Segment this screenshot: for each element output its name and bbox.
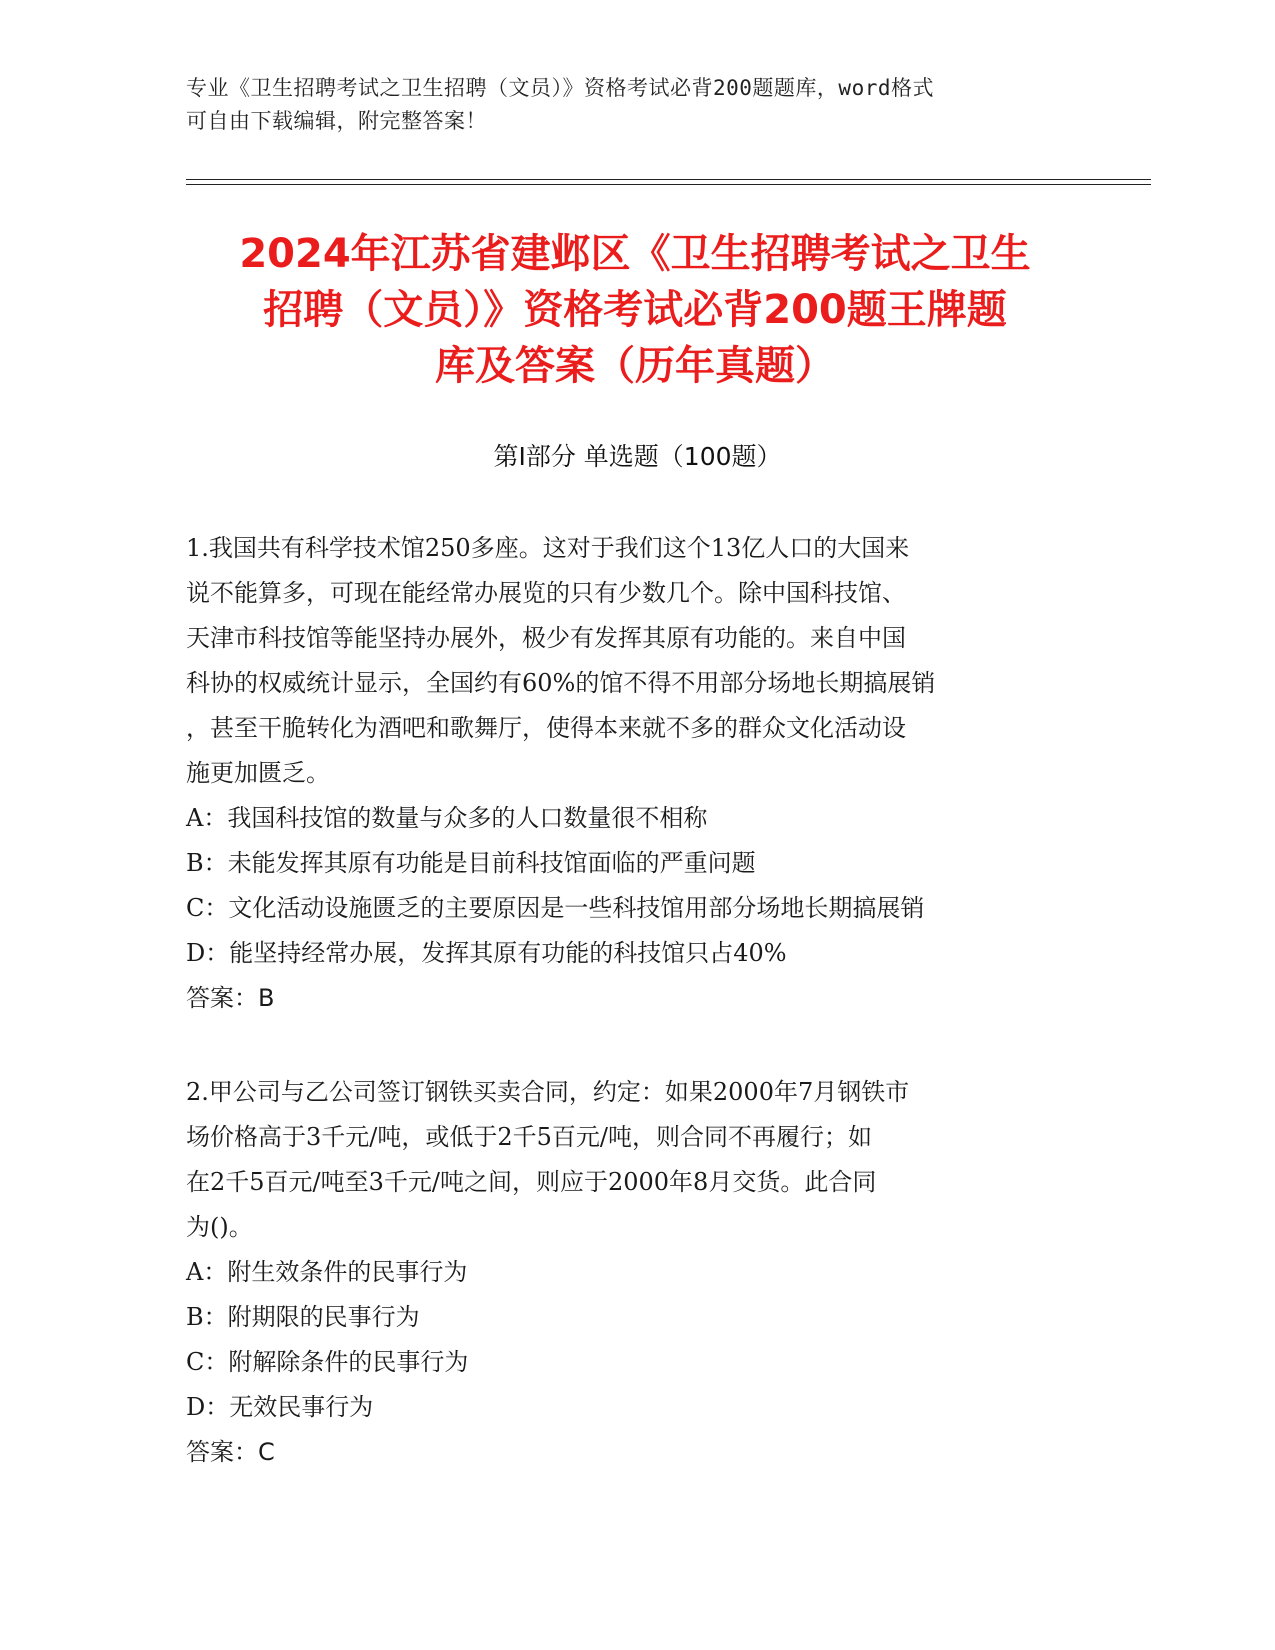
question-stem-line: ，甚至干脆转化为酒吧和歌舞厅，使得本来就不多的群众文化活动设 bbox=[186, 714, 906, 742]
question-stem-line: 场价格高于3千元/吨，或低于2千5百元/吨，则合同不再履行；如 bbox=[186, 1123, 872, 1151]
option-b: B：附期限的民事行为 bbox=[186, 1303, 420, 1331]
header-divider-top bbox=[186, 179, 1151, 180]
title-line: 2024年江苏省建邺区《卫生招聘考试之卫生 bbox=[239, 231, 1031, 277]
title-line: 库及答案（历年真题） bbox=[435, 343, 835, 389]
header-divider-bottom bbox=[186, 184, 1151, 185]
question-stem-line: 说不能算多，可现在能经常办展览的只有少数几个。除中国科技馆、 bbox=[186, 579, 906, 607]
title-line: 招聘（文员）》资格考试必背200题王牌题 bbox=[263, 287, 1007, 333]
question-stem-line: 科协的权威统计显示，全国约有60%的馆不得不用部分场地长期搞展销 bbox=[186, 669, 936, 697]
question-stem-line: 施更加匮乏。 bbox=[186, 759, 330, 787]
document-title bbox=[150, 226, 1120, 394]
answer: 答案：C bbox=[186, 1438, 275, 1466]
option-c: C：文化活动设施匮乏的主要原因是一些科技馆用部分场地长期搞展销 bbox=[186, 894, 925, 922]
question-stem-line: 2.甲公司与乙公司签订钢铁买卖合同，约定：如果2000年7月钢铁市 bbox=[186, 1078, 910, 1106]
section-heading: 第Ⅰ部分 单选题（100题） bbox=[493, 442, 782, 471]
question-stem-line: 在2千5百元/吨至3千元/吨之间，则应于2000年8月交货。此合同 bbox=[186, 1168, 877, 1196]
option-d: D：能坚持经常办展，发挥其原有功能的科技馆只占40% bbox=[186, 939, 787, 967]
header-note-line: 专业《卫生招聘考试之卫生招聘（文员）》资格考试必背200题题库，word格式 bbox=[186, 76, 934, 100]
option-a: A：我国科技馆的数量与众多的人口数量很不相称 bbox=[186, 804, 708, 832]
answer: 答案：B bbox=[186, 984, 275, 1012]
question-stem-line: 1.我国共有科学技术馆250多座。这对于我们这个13亿人口的大国来 bbox=[186, 534, 910, 562]
question-1 bbox=[186, 526, 1086, 1021]
option-d: D：无效民事行为 bbox=[186, 1393, 374, 1421]
option-c: C：附解除条件的民事行为 bbox=[186, 1348, 469, 1376]
question-stem-line: 天津市科技馆等能坚持办展外，极少有发挥其原有功能的。来自中国 bbox=[186, 624, 906, 652]
question-stem-line: 为()。 bbox=[186, 1213, 253, 1241]
question-2 bbox=[186, 1070, 1086, 1475]
header-note bbox=[186, 72, 1066, 138]
header-note-line: 可自由下载编辑，附完整答案！ bbox=[186, 109, 487, 133]
option-b: B：未能发挥其原有功能是目前科技馆面临的严重问题 bbox=[186, 849, 756, 877]
option-a: A：附生效条件的民事行为 bbox=[186, 1258, 468, 1286]
